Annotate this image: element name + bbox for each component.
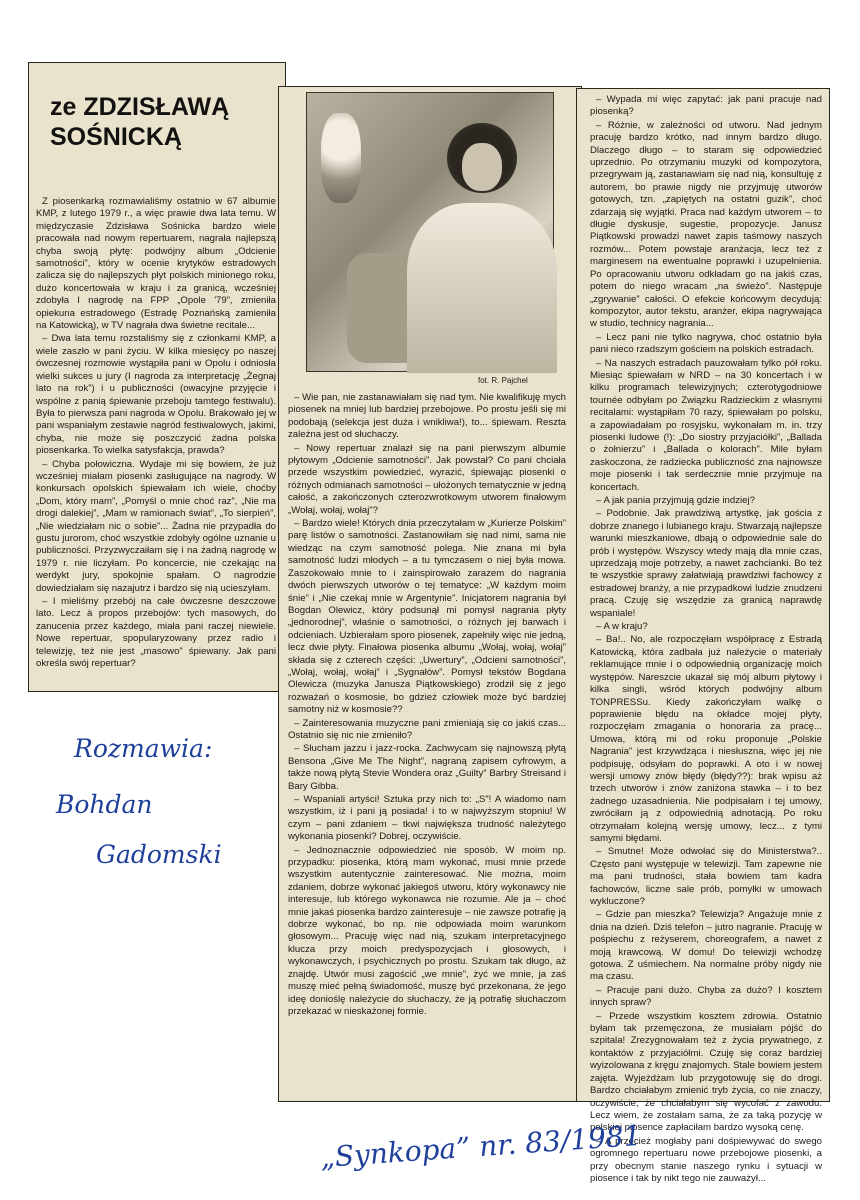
paragraph: – Wie pan, nie zastanawiałam się nad tym. Nie kwalifikuję mych piosenek na mniej lub bardziej przebojowe. Po prostu jeśli się mi podobają (selekcja jest duża i wnikliwa!), to... śpiewam. Reszta zależna jest od słuchaczy.	[288, 392, 566, 441]
dress-shape	[407, 203, 557, 373]
paragraph: – I mieliśmy przebój na całe ówczesne deszczowe lato. Lecz à propos przebojów: tych masowych, do zanucenia przez każdego, miała pani raczej niewiele. Nowe repertuar, spopularyzowany przez radio i telewizję, też nie jest „masowo” śpiewany. Jak pani określa swój repertuar?	[36, 596, 276, 670]
paragraph: – Wypada mi więc zapytać: jak pani pracuje nad piosenką?	[590, 94, 822, 118]
paragraph: – Jednoznacznie odpowiedzieć nie sposób. W moim np. przypadku: piosenka, którą mam wykonać, musi mnie przede wszystkim autentycznie zainteresować. Nie można, moim zdaniem, dobrze wykonać jakiegoś utworu, który wykonawcy nie interesuje, lub którego wykonawca nie rozumie. Ale ja – choć mnie jakaś piosenka bardzo zainteresuje – nie zawsze potrafię ją dobrze wykonać, bo np. nie odpowiada moim warunkom głosowym... Pracuję więc nad nią, szukam interpretacyjnego klucza przy moich predyspozycjach i głosowych, i wykonawczych, i psychicznych po prostu. Szukam tak długo, aż znajdę. Utwór musi zagościć „we mnie”, żyć we mnie, ja zaś muszę mieć pełną świadomość, muszę być przekonana, że jego ideę donioślę należycie do słuchaczy, że ją potrafię słuchaczom przekazać w nieskażonej formie.	[288, 844, 566, 1017]
article-column-3	[590, 94, 822, 1184]
paragraph: – Wspaniali artyści! Sztuka przy nich to: „S”! A wiadomo nam wszystkim, iż i pani ją posiada! i to w najwyższym stopniu! W czym – pani zdaniem – tkwi największa trudność należytego wykonania piosenki? Dobrej, oczywiście.	[288, 794, 566, 843]
paragraph: – Podobnie. Jak prawdziwą artystkę, jak gościa z dobrze znanego i lubianego kraju. Stwarzają najlepsze warunki mieszkaniowe, dbają o odpowiednie sale do prób i występów. Wszyscy wtedy mają dla mnie czas, uprzedzają moje potrzeby, a nawet zachcianki. Bo też te wszystkie sprawy załatwiają prawdziwi fachowcy z estradowej branży, a nie przypadkowi ludzie znudzeni pracą. Czuję się wszędzie za granicą naprawdę wspaniale!	[590, 508, 822, 619]
face-shape	[462, 143, 502, 191]
title-line-1: ze ZDZISŁAWĄ	[50, 93, 230, 121]
paragraph: – Chyba połowiczna. Wydaje mi się bowiem, że już wcześniej miałam piosenki zasługujące na nagrody. W konkursach opolskich śpiewałam ich wiele, choćby „Dom, który mam”, „Pomyśl o mnie choć raz”, „Nie ma drogi dalekiej”, „Mam w ramionach świat”, „To sierpień”, „Nie wiedziałam nic o sobie”... Żadna nie przypadła do gustu jurorom, choć wszystkie zdobyły ogólne uznanie u publiczności. Przyzwyczaiłam się i na żadną nagrodę w 1979 r. nie liczyłam. Po koncercie, nie czekając na werdykt jury, spokojnie spałam. O nagrodzie dowiedziałam się nazajutrz i bardzo się nią ucieszyłam.	[36, 458, 276, 594]
paragraph: – Smutne! Może odwołać się do Ministerstwa?.. Często pani występuje w telewizji. Tam zapewne nie ma pani trudności, stała bowiem tam kadra fachowców, liczne sale prób, pomyłki w umowach wykluczone?	[590, 846, 822, 907]
paragraph: – Pracuje pani dużo. Chyba za dużo? I kosztem innych spraw?	[590, 984, 822, 1009]
portrait-photo	[306, 92, 554, 372]
paragraph: – Dwa lata temu rozstaliśmy się z członkami KMP, a wiele zaszło w pani życiu. W kilka miesięcy po naszej ówczesnej rozmowie wystąpiła pani w Opolu i odniosła wielki sukces u jury (I nagroda za interpretację „Żegnaj lato na rok”) i u publiczności (owacyjne przyjęcie i wspólne z panią śpiewanie przeboju tamtego festiwalu). Była to pierwsza pani nagroda w Opolu. Brakowało jej w pani wspaniałym zestawie nagród festiwalowych, jakimi, chyba, nie może się poszczycić żadna polska piosenkarka. To wielka satysfakcja, prawda?	[36, 333, 276, 457]
handwritten-source-note: „Synkopa” nr. 83/1981	[319, 1118, 643, 1175]
paragraph: – Ba!.. No, ale rozpoczęłam współpracę z Estradą Katowicką, która zadbała już należycie o materiały reklamujące mnie i o odpowiednią organizację moich występów. Nareszcie ukazał się mój album płytowy i kilka singli, wśród których podwójny album TONPRESSu. Kiedy zakończyłam walkę o poprawienie błędu na okładce mojej płyty, rozpoczęłam zmagania o honoraria za pracę... Umowa, którą mi od roku proponuje „Polskie Nagrania” jest krzywdząca i niesłuszna, więc jej nie podpisuję, odsyłam do poprawki. A oto i w nowej wersji umowy znów błędy (błędy??): brak wpisu aż trzech utworów i znów zaniżona stawka – i to bez żadnego uzasadnienia. Nie podpisałam i tej umowy, zwróciłam ją z odpowiednią adnotacją. Po roku otrzymałam kolejną wersję umowy, lecz... z tymi samymi błędami.	[590, 634, 822, 844]
paragraph: – Bardzo wiele! Których dnia przeczytałam w „Kurierze Polskim” parę listów o samotności. Zastanowiłam się nad nimi, sama nie wiedząc na czym samotność polega. Nie znana mi była samotność ludzi młodych – a tu tymczasem o niej była mowa. Zaszokowało mnie to i zainspirowało zarazem do nagrania dwóch pierwszych utworów o tej tematyce: „W każdym moim śnie” i „Nie czekaj mnie w Argentynie”. Inicjatorem nagrania był Bogdan Olewicz, który podsunął mi pomysł nagrania płyty „jednorodnej”, właśnie o samotności, o różnych jej barwach i odcieniach. Uzbierałam sporo piosenek, zapełniły więc nie jedną, lecz dwie płyty. Finałowa piosenka albumu „Wołaj, wołaj, wołaj” składa się z czterech części: „Uwertury”, „Odcieni samotności”, „Wołaj, wołaj, wołaj” i „Sygnałów”. Pomysł tekstów Bogdana Olewicza (muzyka Janusza Piątkowskiego) zrodził się z jego rozważań o kosmosie, bo gdzież człowiek może być bardziej samotny niż w kosmosie??	[288, 518, 566, 716]
paragraph: – Różnie, w zależności od utworu. Nad jednym pracuję bardzo krótko, nad innym bardzo długo. Dlaczego długo – to staram się odpowiedzieć uprzednio. Po otrzymaniu muzyki od kompozytora, przegrywam ją, zastanawiam się nad nią, konsultuję z autorem, bo prawie nigdy nie przyjmuję utworów gotowych, tzn. „zapiętych na ostatni guzik”, choć zdarzają się wyjątki. Praca nad każdym utworem – to długie dyskusje, sugestie, propozycje. Janusz Piątkowski prowadzi nawet zapis taśmowy naszych rozmów... Potem powstaje aranżacja, lecz też z marginesem na ewentualne poprawki i uzupełnienia. Po opracowaniu utworu odkładam go na jakiś czas, potem do niego wracam „na świeżo”. Następuje „zgrywanie” całości. O efekcie końcowym decydują: kompozytor, autor tekstu, aranżer, ekipa nagrywająca w studio, technicy nagrania...	[590, 119, 822, 330]
paragraph: – Na naszych estradach pauzowałam tylko pół roku. Miesiąc śpiewałam w NRD – na 30 koncertach i w kilku programach telewizyjnych; czterotygodniowe tournée odbyłam po Związku Radzieckim z własnymi recitalami: wystąpiłam 70 razy, śpiewałam po polsku, a zapowiadałam po rosyjsku, wykonałam m. in. trzy piosenki ludowe (!): „Do siostry przyjaciółki”, „Ballada o żołnierzu” i „Ballada o kolorach”. Mile byłam zaskoczona, że radziecka publiczność zna najnowsze moje piosenki i tak serdecznie mnie przyjmuje na koncertach.	[590, 357, 822, 493]
article-title	[50, 92, 280, 152]
paragraph: – A w kraju?	[596, 621, 648, 633]
handwritten-interviewer-label: Rozmawia:	[74, 734, 213, 763]
paragraph: – Przede wszystkim kosztem zdrowia. Ostatnio byłam tak przemęczona, że musiałam pójść do szpitala! Zrezygnowałam też z życia prywatnego, z kontaktów z przyjaciółmi. Czuję się coraz bardziej wyizolowana z kręgu znajomych. Stale bowiem jestem zajęta. Wyjeżdżam lub przygotowuję się do drogi. Bardzo chciałabym zmienić tryb życia, co nie znaczy, oczywiście, że chciałabym się wycofać z zawodu. Lecz wiem, że zostałam sama, że za taką pozycję w polskiej piosence zapłaciłam bardzo wysoką cenę.	[590, 1010, 822, 1134]
paragraph: – Lecz pani nie tylko nagrywa, choć ostatnio była pani nieco rzadszym gościem na polskich estradach.	[590, 331, 822, 356]
paragraph: – A jak pania przyjmują gdzie indziej?	[596, 495, 755, 506]
handwritten-interviewer-first-name: Bohdan	[56, 790, 153, 819]
title-line-2: SOŚNICKĄ	[50, 123, 182, 151]
article-column-2	[288, 392, 566, 1096]
paragraph: – Słucham jazzu i jazz-rocka. Zachwycam się najnowszą płytą Bensona „Give Me The Night”, nagraną zapisem cyfrowym, a także nową płytą Stevie Wondera oraz „Guilty” Barbry Streisand i Bary Gibba.	[288, 743, 566, 792]
paragraph: – Nowy repertuar znalazł się na pani pierwszym albumie płytowym „Odcienie samotności”. Jak powstał? Co pani chciała przede wszystkim powiedzieć, wyrazić, śpiewając piosenki o różnych odmianach samotności – ułożonych tematycznie w jedną całość, a zakończonych czterozwrotkowym utworem finałowym „Wołaj, wołaj, wołaj”?	[288, 442, 566, 516]
paragraph: Z piosenkarką rozmawialiśmy ostatnio w 67 albumie KMP, z lutego 1979 r., a więc prawie dwa lata temu. W międzyczasie Zdzisława Sośnicka bardzo wiele pracowała nad nowym repertuarem, nagrała najlepszą chyba swoją płytę: podwójny album „Odcienie samotności”, który w ocenie krytyków estradowych zalicza się do najlepszych płyt polskich minionego roku, dużo koncertowała w kraju i za granicą, wcześniej zdobyła I nagrodę na FPP „Opole '79”, zmieniła opiekuna estradowego (Estradę Poznańską zamieniła na Katowicką), w TV nagrała dwa świetne recitale...	[36, 196, 276, 332]
lamp-shape	[321, 113, 361, 203]
handwritten-interviewer-last-name: Gadomski	[96, 840, 222, 869]
photo-credit: fot. R. Pajchel	[478, 376, 528, 385]
article-column-1	[36, 196, 276, 672]
paragraph: – A przecież mogłaby pani dośpiewywać do swego ogromnego repertuaru nowe przebojowe piosenki, a przy obecnym stanie naszego rynku i sytuacji w piosence i tak by nikt tego nie zauważył...	[590, 1135, 822, 1184]
paragraph: – Zainteresowania muzyczne pani zmieniają się co jakiś czas... Ostatnio się nic nie zmieniło?	[288, 717, 566, 741]
paragraph: – Gdzie pan mieszka? Telewizja? Angażuje mnie z dnia na dzień. Dziś telefon – jutro nagranie. Pracuję w pośpiechu z reżyserem, choreografem, a nawet z moją krawcową. W domu! Do telewizji wchodzę gotowa. Z uśmiechem. Na normalne próby nigdy nie ma czasu.	[590, 909, 822, 983]
